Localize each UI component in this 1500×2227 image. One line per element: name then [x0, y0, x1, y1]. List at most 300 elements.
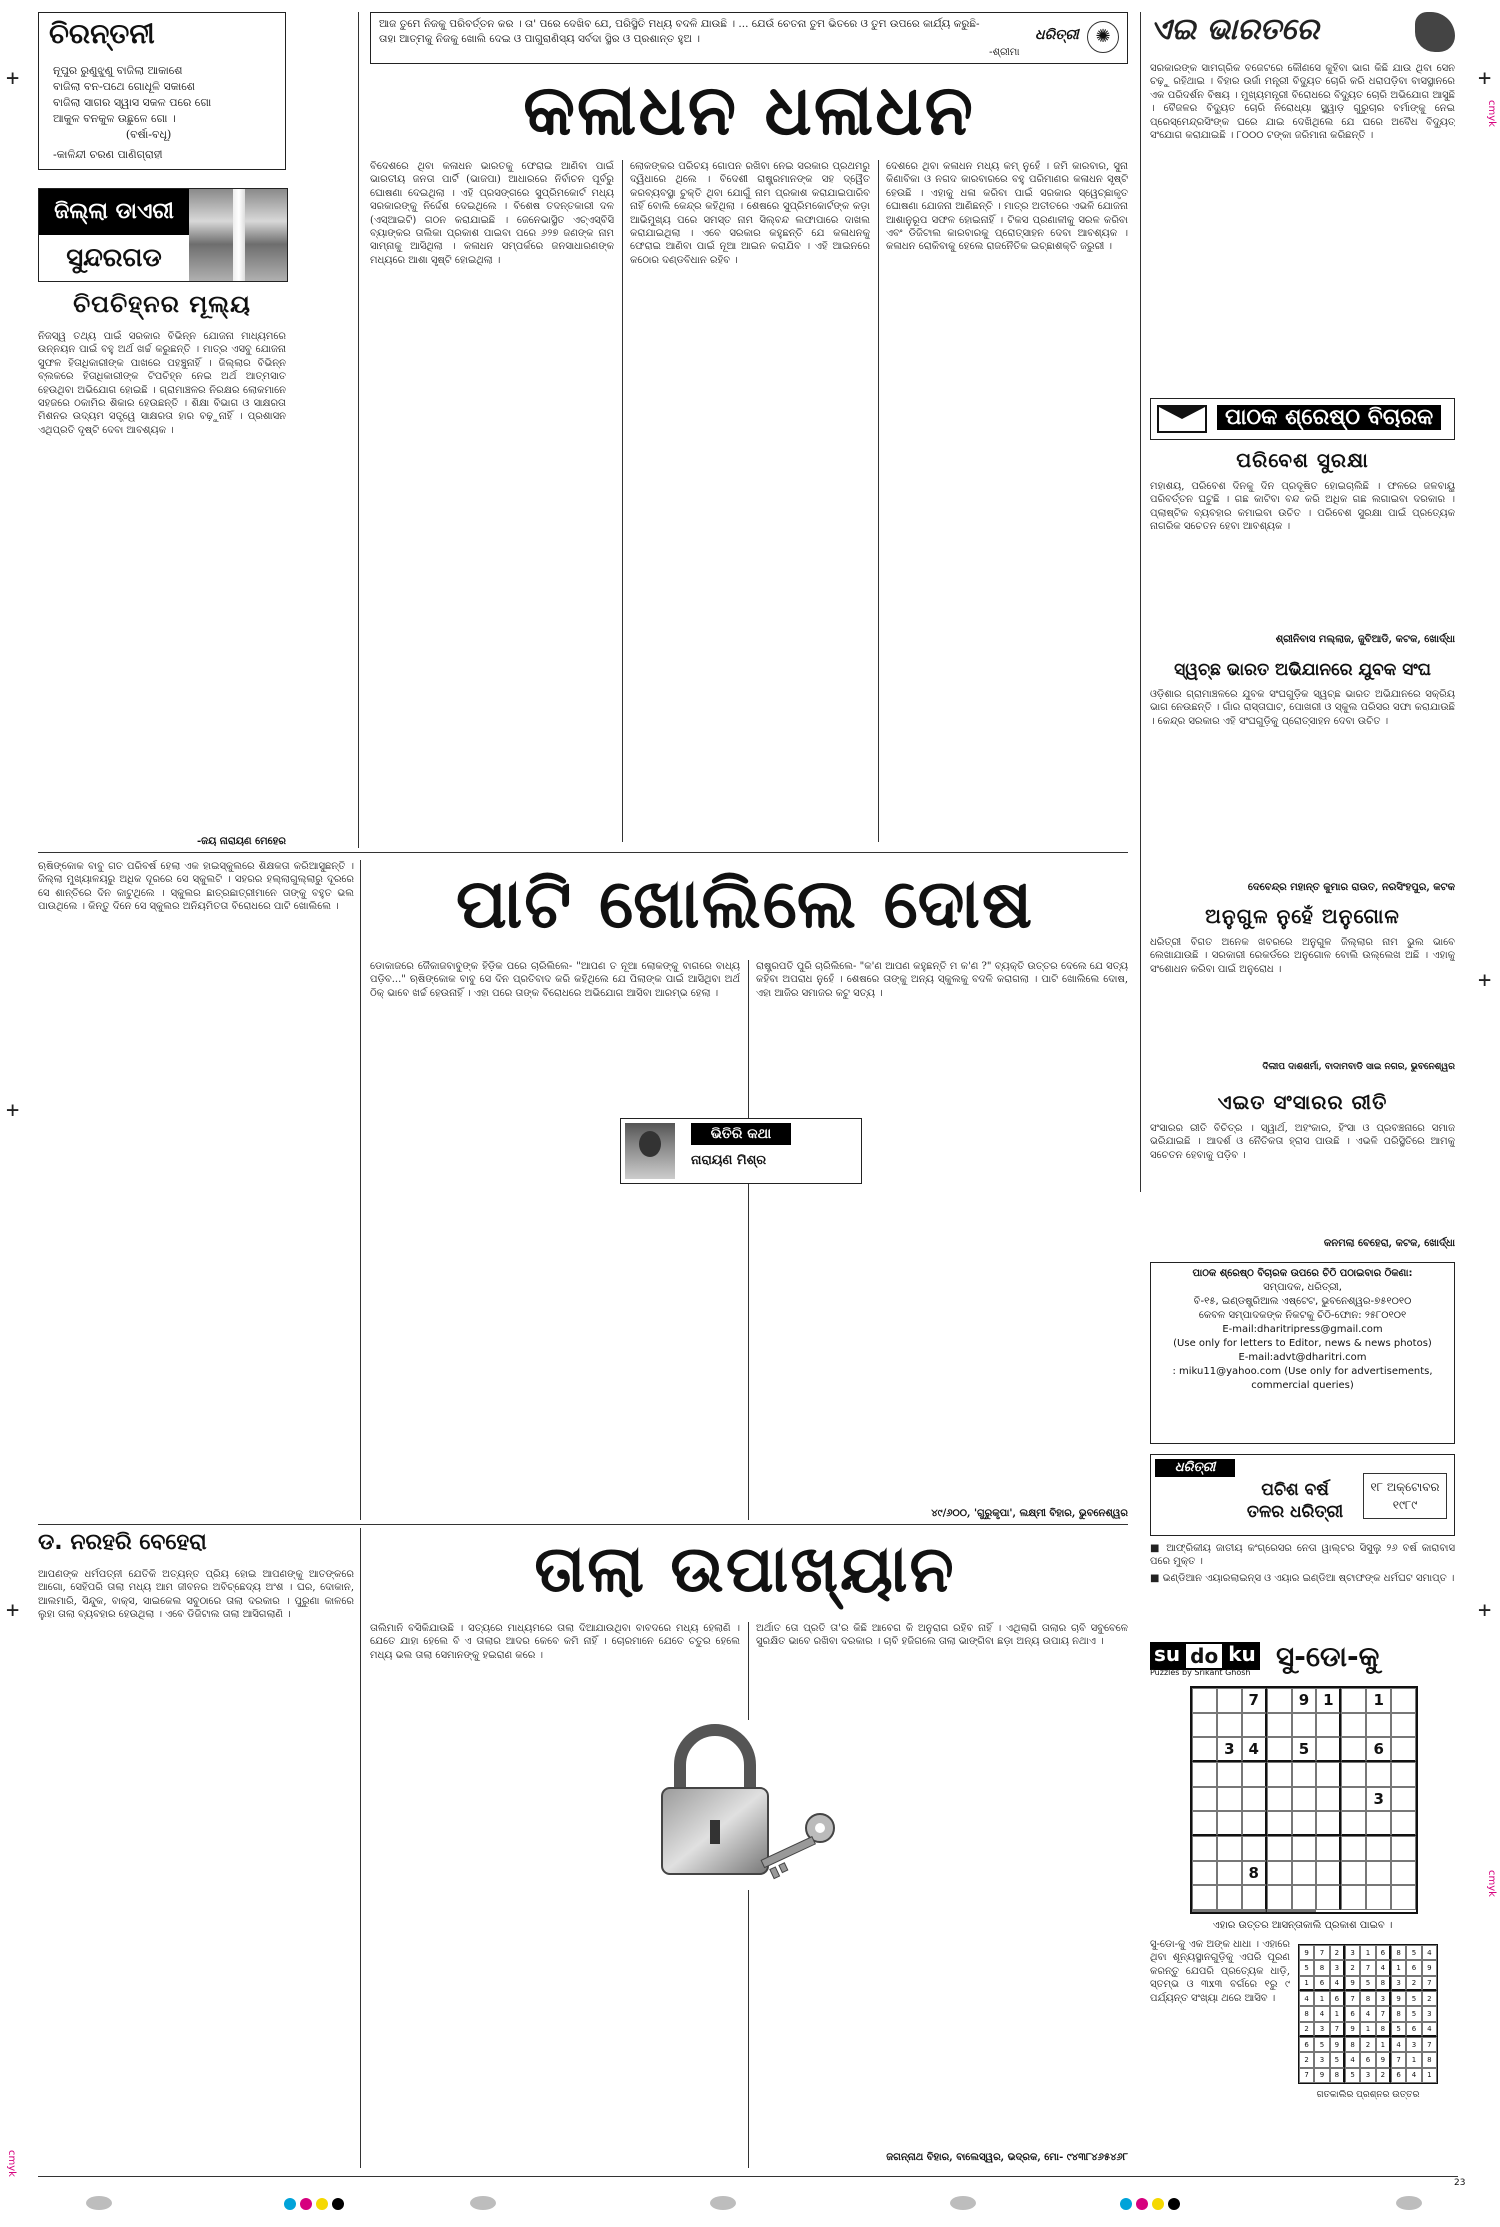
sudoku-answer-label: ଏହାର ଉତ୍ତର ଆସନ୍ତାକାଲି ପ୍ରକାଶ ପାଇବ । [1212, 1920, 1393, 1931]
poem-author: -କାଳିନ୍ଦୀ ଚରଣ ପାଣିଗ୍ରାହୀ [53, 148, 163, 161]
poem-source: (ବର୍ଷା-ବଧୂ) [125, 128, 172, 141]
district-diary-author: -ଜୟ ନାରାୟଣ ମେହେର [197, 836, 286, 847]
sudoku-cell[interactable] [1341, 1762, 1366, 1787]
registration-dot-magenta [300, 2198, 312, 2210]
sudoku-cell[interactable]: 6 [1366, 1737, 1391, 1762]
column-rule [748, 960, 749, 1520]
tala-text: ଅର୍ଥାତ ତୋ ପ୍ରତି ତା'ର କିଛି ଆବେଗ କି ଅନୁରାଗ ରହିବ ନାହିଁ । ଏଥିଲାଗି ତାଲାର ଚାବି ସବୁବେଳେ ସୁରକ୍ଷିତ ଭାବେ ରଖିବା ଦରକାର । ଚାବି ହଜିଗଲେ ତାଲା ଭାଙ୍ଗିବା ଛଡ଼ା ଅନ୍ୟ ଉପାୟ ନଥାଏ । [756, 1623, 1128, 1648]
sudoku-answer-cell: 5 [1406, 1991, 1421, 2006]
registration-mark [86, 2196, 112, 2210]
sudoku-title-en: ku [1224, 1642, 1260, 1670]
sudoku-answer-cell: 7 [1376, 2006, 1391, 2021]
sudoku-cell[interactable] [1217, 1811, 1242, 1836]
sudoku-answer-cell: 6 [1330, 1991, 1345, 2006]
sudoku-cell[interactable] [1391, 1836, 1416, 1861]
sudoku-cell[interactable]: 3 [1366, 1787, 1391, 1812]
cmyk-label: cmyk [6, 2150, 17, 2177]
sudoku-cell[interactable] [1292, 1836, 1317, 1861]
sudoku-answer-cell: 3 [1330, 1960, 1345, 1975]
sudoku-cell[interactable] [1341, 1861, 1366, 1886]
cmyk-label: cmyk [1486, 100, 1497, 127]
sudoku-cell[interactable] [1391, 1885, 1416, 1910]
reader-letter-author: କନମଲା ବେହେରା, କଟକ, ଖୋର୍ଦ୍ଧା [1323, 1238, 1455, 1249]
chirantani-title: ଚିରନ୍ତନୀ [49, 17, 155, 50]
kaladhan-text: ବିଦେଶରେ ଥିବା କଳାଧନ ଭାରତକୁ ଫେରାଇ ଆଣିବା ପାଇଁ ଭାରତୀୟ ଜନତା ପାର୍ଟି (ଭାଜପା) ଆଧାରରେ ନିର୍ବାଚନ ପୂର୍ବରୁ ଘୋଷଣା ଦେଇଥିଲା । ଏହି ପ୍ରସଙ୍ଗରେ ସୁପ୍ରିମକୋର୍ଟ ମଧ୍ୟ ସରକାରଙ୍କୁ ନିର୍ଦ୍ଦେଶ ଦେଇଥିଲେ । ବିଶେଷ ତଦନ୍ତକାରୀ ଦଳ (ଏସ୍ଆଇଟି) ଗଠନ କରାଯାଇଛି । ଜେନେଭାସ୍ଥିତ ଏଚ୍ଏସ୍ବିସି ବ୍ୟାଙ୍କର ତାଲିକା ପ୍ରକାଶ ପାଇବା ପରେ ୬୨୭ ଜଣଙ୍କ ନାମ ସାମ୍ନାକୁ ଆସିଥିଲା । କଳାଧନ ସମ୍ପର୍କରେ ଜନସାଧାରଣଙ୍କ ମଧ୍ୟରେ ଆଶା ସୃଷ୍ଟି ହୋଇଥିଲା । [370, 161, 614, 266]
sudoku-answer-cell: 3 [1314, 2022, 1329, 2037]
sudoku-answer-cell: 1 [1376, 2037, 1391, 2052]
poem-line: ଆକୁଳ ବନକୁଳ ଉଛୁଳେ ଗୋ । [53, 112, 176, 125]
sudoku-cell[interactable] [1366, 1861, 1391, 1886]
sudoku-cell[interactable] [1192, 1836, 1217, 1861]
sudoku-cell[interactable] [1292, 1811, 1317, 1836]
page-number: 23 [1454, 2178, 1466, 2188]
registration-dot-magenta [1136, 2198, 1148, 2210]
registration-dot-yellow [1152, 2198, 1164, 2210]
registration-dot-yellow [316, 2198, 328, 2210]
sudoku-cell[interactable] [1366, 1713, 1391, 1738]
sudoku-cell[interactable] [1242, 1910, 1267, 1912]
sudoku-cell[interactable] [1267, 1836, 1292, 1861]
sudoku-cell[interactable] [1267, 1737, 1292, 1762]
sudoku-cell[interactable]: 1 [1366, 1688, 1391, 1713]
waterfall-photo [189, 189, 287, 281]
sudoku-cell[interactable] [1217, 1861, 1242, 1886]
byline-label: ଭିତିରି କଥା [691, 1123, 791, 1145]
sudoku-cell[interactable] [1341, 1885, 1366, 1910]
tala-text: ତାଲିମାନି ବସିକିଯାଉଛି । ସତ୍ୟରେ ମାଧ୍ୟମରେ ତାଲା ଦିଆଯାଉଥିବା ବାବଦରେ ମଧ୍ୟ ହେଲାଣି । ଯେତେ ଯାହା ହେଲେ ବି ଏ ତାଲାର ଆଦର କେବେ କମି ନାହିଁ । ଚୋରମାନେ ଯେତେ ଚତୁର ହେଲେ ମଧ୍ୟ ଭଲ ତାଲା ସେମାନଙ୍କୁ ହଇରାଣ କରେ । [370, 1623, 740, 1661]
byline-name: ନାରାୟଣ ମିଶ୍ର [691, 1153, 767, 1168]
sudoku-cell[interactable] [1341, 1787, 1366, 1812]
registration-mark [710, 2196, 736, 2210]
sudoku-answer-cell: 6 [1391, 2068, 1406, 2083]
email-line[interactable]: : miku11@yahoo.com (Use only for advertisements, commercial queries) [1172, 1366, 1433, 1391]
sudoku-answer-cell: 9 [1330, 2037, 1345, 2052]
sudoku-grid[interactable] [1190, 1686, 1418, 1914]
sudoku-cell[interactable] [1341, 1811, 1366, 1836]
sudoku-header [1150, 1642, 1455, 1680]
sudoku-cell[interactable]: 7 [1242, 1688, 1267, 1713]
sudoku-answer-cell: 5 [1299, 1960, 1314, 1975]
sudoku-cell[interactable] [1391, 1713, 1416, 1738]
sudoku-cell[interactable] [1341, 1688, 1366, 1713]
crop-mark: + [6, 66, 20, 91]
sudoku-cell[interactable] [1316, 1713, 1341, 1738]
sudoku-answer-cell: 3 [1345, 1945, 1360, 1960]
sudoku-answer-cell: 4 [1376, 1960, 1391, 1975]
sudoku-answer-cell: 6 [1345, 2006, 1360, 2021]
sudoku-cell[interactable] [1292, 1787, 1317, 1812]
sudoku-answer-cell: 2 [1345, 1960, 1360, 1975]
column-rule [1140, 12, 1141, 1192]
sudoku-cell[interactable] [1217, 1688, 1242, 1713]
address-box [1150, 1262, 1455, 1444]
dharitri-25-items [1150, 1542, 1455, 1634]
pati-col [756, 960, 1128, 1514]
sudoku-answer-cell: 1 [1314, 1991, 1329, 2006]
reader-letter-body [1150, 936, 1455, 1056]
sudoku-answer-cell: 3 [1360, 2068, 1375, 2083]
sudoku-cell[interactable] [1316, 1737, 1341, 1762]
tala-col [38, 1568, 354, 2168]
sudoku-cell[interactable] [1267, 1787, 1292, 1812]
sudoku-answer-cell: 4 [1391, 2037, 1406, 2052]
key-icon [761, 1814, 834, 1879]
sudoku-answer-cell: 8 [1376, 2022, 1391, 2037]
sudoku-title-en: su [1150, 1642, 1184, 1670]
sudoku-answer-cell: 9 [1314, 2068, 1329, 2083]
sudoku-cell[interactable] [1366, 1836, 1391, 1861]
section-rule [38, 852, 1128, 853]
sudoku-cell[interactable] [1217, 1787, 1242, 1812]
pati-text: ରାଷ୍ଟ୍ରପତି ପୁରି ଚାରିଲିଲେ- "କ'ଣ ଆପଣ କହୁଛନ୍ତି ମ କ'ଣ ?" ବ୍ୟକ୍ତି ଉତ୍ତର ଦେଲେ ଯେ ସତ୍ୟ କହିବା ଅପରାଧ ନୁହେଁ । ଶେଷରେ ତାଙ୍କୁ ଅନ୍ୟ ସ୍କୁଲକୁ ବଦଳି କରାଗଲା । ପାଟି ଖୋଲିଲେ ଦୋଷ, ଏହା ଆଜିର ସମାଜର କଟୁ ସତ୍ୟ । [756, 961, 1128, 999]
sudoku-answer-cell: 7 [1330, 2022, 1345, 2037]
kaladhan-text: ଦେଶରେ ଥିବା କଳାଧନ ମଧ୍ୟ କମ୍ ନୁହେଁ । ଜମି କାରବାର, ସୁନା କିଣାବିକା ଓ ନଗଦ କାରବାରରେ ବହୁ ପରିମାଣର କଳାଧନ ସୃଷ୍ଟି ହେଉଛି । ଏହାକୁ ଧଳା କରିବା ପାଇଁ ସରକାର ସ୍ୱେଚ୍ଛାକୃତ ଘୋଷଣା ଯୋଜନା ଆଣିଛନ୍ତି । ମାତ୍ର ଅତୀତରେ ଏଭଳି ଯୋଜନା ଆଶାନୁରୂପ ସଫଳ ହୋଇନାହିଁ । ଟିକସ ପ୍ରଣାଳୀକୁ ସରଳ କରିବା ଏବଂ ଡିଜିଟାଲ କାରବାରକୁ ପ୍ରୋତ୍ସାହନ ଦେବା ଆବଶ୍ୟକ । କଳାଧନ ରୋକିବାକୁ ହେଲେ ରାଜନୈତିକ ଇଚ୍ଛାଶକ୍ତି ଜରୁରୀ । [886, 161, 1128, 253]
sudoku-answer-cell: 5 [1330, 2052, 1345, 2067]
column-rule [360, 1528, 361, 2168]
crop-mark: + [6, 1598, 20, 1623]
sudoku-cell[interactable] [1316, 1836, 1341, 1861]
sudoku-cell[interactable] [1366, 1885, 1391, 1910]
address-line: ସମ୍ପାଦକ, ଧରିତ୍ରୀ, [1263, 1282, 1342, 1293]
sudoku-answer-cell: 5 [1314, 2037, 1329, 2052]
pati-col [38, 860, 354, 1514]
padlock-illustration [640, 1720, 850, 1890]
sudoku-yesterday-label: ଗତକାଲିର ପ୍ରଶ୍ନର ଉତ୍ତର [1316, 2090, 1420, 2100]
sudoku-cell[interactable] [1292, 1910, 1317, 1912]
sudoku-cell[interactable]: 8 [1242, 1861, 1267, 1886]
sudoku-cell[interactable] [1292, 1762, 1317, 1787]
sudoku-answer-cell: 6 [1299, 2037, 1314, 2052]
column-rule [878, 160, 879, 842]
sudoku-answer-cell: 8 [1422, 2052, 1437, 2067]
sudoku-answer-cell: 6 [1406, 1960, 1421, 1975]
district-diary-label: ଜିଲ୍ଲା ଡାଏରୀ [39, 189, 189, 235]
sudoku-cell[interactable] [1217, 1885, 1242, 1910]
district-diary-banner [38, 188, 288, 282]
sudoku-cell[interactable] [1192, 1861, 1217, 1886]
chirantani-box [38, 12, 286, 170]
crop-mark: + [1478, 1598, 1492, 1623]
cmyk-label: cmyk [1486, 1870, 1497, 1897]
sudoku-cell[interactable] [1242, 1762, 1267, 1787]
sudoku-answer-cell: 2 [1299, 2052, 1314, 2067]
dharitri-25-brand: ଧରିତ୍ରୀ [1155, 1459, 1235, 1477]
sudoku-answer-cell: 8 [1345, 2037, 1360, 2052]
reader-letter-text: ସଂସାରର ରୀତି ବିଚିତ୍ର । ସ୍ୱାର୍ଥ, ଅହଂକାର, ହିଂସା ଓ ପ୍ରବଞ୍ଚନାରେ ସମାଜ ଭରିଯାଇଛି । ଆଦର୍ଶ ଓ ନୈତିକତା ହ୍ରାସ ପାଉଛି । ଏଭଳି ପରିସ୍ଥିତିରେ ଆମକୁ ସଚେତନ ହେବାକୁ ପଡ଼ିବ । [1150, 1123, 1455, 1161]
sudoku-answer-cell: 2 [1406, 1976, 1421, 1991]
column-rule [358, 12, 359, 848]
sudoku-answer-cell: 4 [1299, 1991, 1314, 2006]
pati-text: ଡୋକାଜରେ ଜୈକାଜବାବୁଙ୍କ ହିଡ଼ିକ ପରେ ଚାରିଲିଲେ- "ଆପଣ ତ ନୂଆ ଲୋକଙ୍କୁ ବାଗରେ ବାଧ୍ୟ ପଡ଼ିବ..." ଋଷିଙ୍କୋକ ବାବୁ ସେ ଦିନ ପ୍ରତିବାଦ କରି କହିଥିଲେ ଯେ ପିଲାଙ୍କ ପାଇଁ ଆସିଥିବା ଅର୍ଥ ଠିକ୍ ଭାବେ ଖର୍ଚ୍ଚ ହେଉନାହିଁ । ଏହା ପରେ ତାଙ୍କ ବିରୋଧରେ ଅଭିଯୋଗ ଆସିବା ଆରମ୍ଭ ହେଲା । [370, 961, 740, 999]
sudoku-cell[interactable] [1267, 1910, 1292, 1912]
dharitri-25-item: ■ ଆଫ୍ରିକୀୟ ଜାତୀୟ କଂଗ୍ରେସର ନେତା ୱାଲ୍ଟର ସିସୁଲୁ ୨୬ ବର୍ଷ କାରାବାସ ପରେ ମୁକ୍ତ । [1150, 1543, 1455, 1568]
reader-letter-body [1150, 1122, 1455, 1232]
dharitri-25-date: ୧୮ ଅକ୍ଟୋବର ୧୯୮୯ [1363, 1473, 1447, 1519]
sudoku-cell[interactable] [1267, 1811, 1292, 1836]
sudoku-instructions-text: ସୁ-ଡୋ-କୁ ଏକ ଅଙ୍କ ଧାଧା । ଏହାରେ ଥିବା ଶୂନ୍ୟସ୍ଥାନଗୁଡ଼ିକୁ ଏପରି ପୂରଣ କରନ୍ତୁ ଯେପରି ପ୍ରତ୍ୟେକ ଧାଡ଼ି, ସ୍ତମ୍ଭ ଓ ୩x୩ ବର୍ଗରେ ୧ରୁ ୯ ପର୍ଯ୍ୟନ୍ତ ସଂଖ୍ୟା ଥରେ ଆସିବ । [1150, 1939, 1290, 2004]
poem-line: ବାଜିଲା ବନ-ପଥେ ଗୋଧୂଳି ସକାଶେ [53, 80, 195, 93]
quote-author: -ଶ୍ରୀମା [989, 47, 1020, 58]
reader-letter-author: ଶ୍ରୀନିବାସ ମଲ୍ଲାଜ, ଜୁବିଆଡି, କଟକ, ଖୋର୍ଦ୍ଧା [1275, 634, 1455, 645]
sudoku-cell[interactable] [1192, 1787, 1217, 1812]
sudoku-answer-cell: 6 [1314, 1976, 1329, 1991]
sudoku-cell[interactable]: 9 [1292, 1688, 1317, 1713]
kaladhan-text: ଲୋକଙ୍କର ପରିଚୟ ଗୋପନ ରଖିବା ନେଇ ସରକାର ପ୍ରଥମରୁ ଦ୍ୱିଧାରେ ଥିଲେ । ବିଦେଶୀ ରାଷ୍ଟ୍ରମାନଙ୍କ ସହ ଦ୍ୱୈତ କରବ୍ୟବସ୍ଥା ଚୁକ୍ତି ଥିବା ଯୋଗୁଁ ନାମ ପ୍ରକାଶ କରାଯାଇପାରିବ ନାହିଁ ବୋଲି କେନ୍ଦ୍ର କହିଥିଲା । ଶେଷରେ ସୁପ୍ରିମକୋର୍ଟଙ୍କ କଡ଼ା ଆଭିମୁଖ୍ୟ ପରେ ସମସ୍ତ ନାମ ସିଲ୍ବନ୍ଦ ଲଫାପାରେ ଦାଖଲ କରାଯାଇଥିଲା । ଏବେ ସରକାର କହୁଛନ୍ତି ଯେ କଳାଧନକୁ ଫେରାଇ ଆଣିବା ପାଇଁ ନୂଆ ଆଇନ କରାଯିବ । ଏହି ଆଇନରେ କଠୋର ଦଣ୍ଡବିଧାନ ରହିବ । [630, 161, 870, 266]
sudoku-cell[interactable] [1267, 1713, 1292, 1738]
sudoku-answer-cell: 2 [1330, 1945, 1345, 1960]
poem-line: ନୂପୁର ରୁଣୁଝୁଣୁ ବାଜିଲା ଆକାଶେ [53, 64, 183, 77]
reader-letter-author: ଦିଲୀପ ଦାଶଶର୍ମା, ବାଦାମବାଡି ସାଇ ନଗର, ଭୁବନେଶ୍ୱର [1262, 1062, 1455, 1072]
sudoku-answer-cell: 5 [1391, 2022, 1406, 2037]
sudoku-answer-grid [1298, 1944, 1438, 2084]
district-name: ସୁନ୍ଦରଗଡ [66, 243, 162, 273]
sudoku-answer-cell: 7 [1391, 2052, 1406, 2067]
sudoku-answer-cell: 9 [1376, 2052, 1391, 2067]
sudoku-cell[interactable] [1391, 1688, 1416, 1713]
sudoku-cell[interactable] [1267, 1762, 1292, 1787]
email-line[interactable]: E-mail:advt@dharitri.com [1238, 1352, 1367, 1363]
sudoku-cell[interactable]: 5 [1292, 1737, 1317, 1762]
sudoku-cell[interactable] [1341, 1836, 1366, 1861]
sudoku-cell[interactable] [1242, 1811, 1267, 1836]
reader-letter-headline: ପରିବେଶ ସୁରକ୍ଷା [1236, 448, 1369, 472]
registration-mark [1396, 2196, 1422, 2210]
sudoku-cell[interactable] [1217, 1836, 1242, 1861]
registration-mark [950, 2196, 976, 2210]
sudoku-answer-cell: 4 [1406, 2068, 1421, 2083]
sudoku-answer-cell: 5 [1345, 2068, 1360, 2083]
sudoku-answer-cell: 1 [1299, 1976, 1314, 1991]
sudoku-answer-cell: 7 [1299, 2068, 1314, 2083]
poem-line: ବାଜିଲା ସାଗର ସ୍ୱାସ ସକଳ ପରେ ଗୋ [53, 96, 212, 109]
column-rule [622, 160, 623, 842]
sudoku-answer-cell: 6 [1360, 2052, 1375, 2067]
address-line: କେବଳ ସମ୍ପାଦକଙ୍କ ନିକଟକୁ ଚିଠି-ଫୋନ: ୨୫୮୦୧୦୧ [1198, 1310, 1407, 1321]
sudoku-answer-cell: 8 [1391, 1945, 1406, 1960]
sudoku-answer-cell: 1 [1391, 1960, 1406, 1975]
sudoku-cell[interactable] [1292, 1861, 1317, 1886]
envelope-icon [1157, 405, 1207, 433]
sudoku-answer-cell: 1 [1330, 2006, 1345, 2021]
sudoku-cell[interactable]: 4 [1242, 1737, 1267, 1762]
sudoku-answer-cell: 9 [1345, 1976, 1360, 1991]
sudoku-answer-cell: 3 [1391, 1976, 1406, 1991]
crop-mark: + [1478, 968, 1492, 993]
sudoku-answer-cell: 8 [1360, 1991, 1375, 2006]
sudoku-cell[interactable] [1391, 1811, 1416, 1836]
sudoku-cell[interactable] [1391, 1737, 1416, 1762]
registration-dot-cyan [1120, 2198, 1132, 2210]
sudoku-answer-cell: 8 [1314, 1960, 1329, 1975]
pati-col [370, 960, 740, 1514]
ebharat-title: ଏଇ ଭାରତରେ [1150, 12, 1319, 47]
sudoku-answer-cell: 9 [1422, 1960, 1437, 1975]
byline-box [620, 1118, 862, 1184]
tala-text: ଆପଣଙ୍କ ଧର୍ମପତ୍ନୀ ଯେତିକି ଅତ୍ୟନ୍ତ ପ୍ରିୟ ହୋଇ ଆପଣଙ୍କୁ ଆତଙ୍କରେ ଆଗୋ, ସେହିପରି ତାଲା ମଧ୍ୟ ଆମ ଜୀବନର ଅବିଚ୍ଛେଦ୍ୟ ଅଂଶ । ଘର, ଦୋକାନ, ଆଲମାରି, ସିନ୍ଦୁକ, ବାକ୍ସ, ସାଇକେଲ ସବୁଠାରେ ତାଲା ଦରକାର । ପୁରୁଣା କାଳରେ ଲୁହା ତାଲା ବ୍ୟବହାର ହେଉଥିଲା । ଏବେ ଡିଜିଟାଲ ତାଲା ଆସିଗଲାଣି । [38, 1569, 354, 1621]
sudoku-answer-cell: 4 [1422, 2022, 1437, 2037]
sudoku-answer-cell: 8 [1299, 2006, 1314, 2021]
tala-col [370, 1622, 740, 2168]
sudoku-cell[interactable] [1366, 1762, 1391, 1787]
sudoku-answer-cell: 7 [1422, 2037, 1437, 2052]
sudoku-cell[interactable]: 3 [1217, 1737, 1242, 1762]
tala-address: ଜଗନ୍ନାଥ ବିହାର, ବାଲେସ୍ୱର, ଭଦ୍ରକ, ମୋ- ୯୪୩୮୪୬୫୪୬୮ [886, 2152, 1128, 2163]
sudoku-cell[interactable]: 1 [1316, 1688, 1341, 1713]
email-line[interactable]: E-mail:dharitripress@gmail.com [1222, 1324, 1383, 1335]
sudoku-answer-cell: 9 [1345, 2022, 1360, 2037]
sudoku-answer-cell: 3 [1406, 2037, 1421, 2052]
sudoku-answer-cell: 3 [1314, 2052, 1329, 2067]
registration-dot-black [1168, 2198, 1180, 2210]
sudoku-answer-cell: 4 [1345, 2052, 1360, 2067]
column-rule [360, 860, 361, 1520]
sudoku-answer-cell: 5 [1406, 2006, 1421, 2021]
sudoku-cell[interactable] [1192, 1762, 1217, 1787]
footer-rule [38, 2176, 1458, 2177]
dharitri-25-item-text: ଆଫ୍ରିକୀୟ ଜାତୀୟ କଂଗ୍ରେସର ନେତା ୱାଲ୍ଟର ସିସୁଲୁ ୨୬ ବର୍ଷ କାରାବାସ ପରେ ମୁକ୍ତ । [1150, 1543, 1455, 1568]
kaladhan-headline: କଳାଧନ ଧଳାଧନ [523, 69, 975, 151]
sudoku-cell[interactable] [1267, 1861, 1292, 1886]
reader-letter-author: ଦେବେନ୍ଦ୍ର ମହାନ୍ତ କୁମାର ରାଉତ, ନରସିଂହପୁର, କଟକ [1247, 882, 1455, 893]
pati-kholile-headline: ପାଟି ଖୋଲିଲେ ଦୋଷ [455, 865, 1035, 944]
sudoku-answer-cell: 1 [1406, 2052, 1421, 2067]
email-note: (Use only for letters to Editor, news & news photos) [1173, 1338, 1432, 1349]
reader-letter-text: ଧରିତ୍ରୀ ବିଗତ ଅନେକ ଖବରରେ ଅନୁଗୁଳ ଜିଲ୍ଲାର ନାମ ଭୁଲ ଭାବେ ଲେଖାଯାଉଛି । ସରକାରୀ ରେକର୍ଡରେ ଅନୁଗୋଳ ବୋଲି ଉଲ୍ଲେଖ ଅଛି । ଏହାକୁ ସଂଶୋଧନ କରିବା ପାଇଁ ଅନୁରୋଧ । [1150, 937, 1455, 975]
reader-letter-body [1150, 688, 1455, 878]
kaladhan-col [630, 160, 870, 842]
ebharat-header [1150, 12, 1455, 56]
reader-award-title: ପାଠକ ଶ୍ରେଷ୍ଠ ବିଚାରକ [1217, 405, 1441, 430]
dharitri-25-item: ■ ଭଣ୍ଡିଆନ ଏୟାରଲାଇନ୍ସ ଓ ଏୟାର ଇଣ୍ଡିଆ ଷ୍ଟାଫଙ୍କ ଧର୍ମଘଟ ସମାପ୍ତ । [1150, 1572, 1455, 1584]
sudoku-answer-cell: 4 [1330, 1976, 1345, 1991]
sudoku-answer-cell: 1 [1422, 2068, 1437, 2083]
sudoku-cell[interactable] [1242, 1836, 1267, 1861]
sudoku-cell[interactable] [1192, 1910, 1217, 1912]
sudoku-answer-cell: 5 [1406, 1945, 1421, 1960]
reader-letter-body [1150, 480, 1455, 630]
sudoku-cell[interactable] [1242, 1885, 1267, 1910]
address-intro: ପାଠକ ଶ୍ରେଷ୍ଠ ବିଚାରକ ଉପରେ ଚିଠି ପଠାଇବାର ଠିକଣା: [1192, 1268, 1413, 1279]
sun-emblem-icon: ✺ [1087, 21, 1119, 53]
reader-letter-headline: ଅନୁଗୁଳ ନୁହେଁ ଅନୁଗୋଳ [1205, 904, 1400, 928]
sudoku-cell[interactable] [1192, 1713, 1217, 1738]
sudoku-cell[interactable] [1341, 1713, 1366, 1738]
pati-address: ୪୯/୬୦୦, 'ଗୁରୁକୃପା', ଲକ୍ଷ୍ମୀ ବିହାର, ଭୁବନେଶ୍ୱର [931, 1508, 1128, 1519]
ebharat-text: ସରକାରଙ୍କ ସାମଗ୍ରିକ ବଜେଟରେ କୌଣସେ କୁହିବା ଭାଗ କିଛି ଯାଉ ଥିବା ସେନ ଚଢ଼ୁ ରହିଥାଇ । ବିହାର ଉର୍ଜା ମନ୍ତ୍ରୀ ବିଦ୍ୟୁତ ଚୋରି କରି ଧରାପଡ଼ିବା ବାସସ୍ଥାନରେ ଏକ ପରିଦର୍ଶନ ବିଷୟ । ମୁଖ୍ୟମନ୍ତ୍ରୀ ବିରୋଧରେ ବିଦ୍ୟୁତ ଚୋରି ଅଭିଯୋଗ ଆସୁଛି । ବୈଜଳର ବିଦ୍ୟୁତ ଚୋରି ନିରୋଧ୍ୟା ସ୍କ୍ୱାଡ଼ ଗୁରୁଚାର ବର୍ମାଙ୍କୁ ନେଇ ପ୍ରେସ୍ମେନ୍ଦ୍ରସିଂଙ୍କ ଘରେ ଯାଇ ଦେଖିଥିଲେ ଯେ ଘରେ ଅବୈଧ ବିଦ୍ୟୁତ୍ ସଂଯୋଗ କରାଯାଇଛି । ୮୦୦୦ ଟଙ୍କା ଜରିମାନା କରିଛନ୍ତି । [1150, 63, 1455, 142]
sudoku-cell[interactable] [1366, 1811, 1391, 1836]
sudoku-answer-cell: 6 [1376, 1945, 1391, 1960]
sudoku-cell[interactable] [1316, 1811, 1341, 1836]
sudoku-answer-cell: 3 [1422, 2006, 1437, 2021]
sudoku-title-en: do [1184, 1642, 1224, 1670]
sudoku-answer-cell: 4 [1360, 2006, 1375, 2021]
sudoku-answer-cell: 2 [1422, 1991, 1437, 2006]
district-diary-body [38, 330, 286, 830]
quote-box [370, 12, 1128, 64]
sudoku-instructions [1150, 1938, 1290, 2128]
registration-mark [470, 2196, 496, 2210]
dharitri-25-item-text: ଭଣ୍ଡିଆନ ଏୟାରଲାଇନ୍ସ ଓ ଏୟାର ଇଣ୍ଡିଆ ଷ୍ଟାଫଙ୍କ ଧର୍ମଘଟ ସମାପ୍ତ । [1162, 1572, 1455, 1584]
sudoku-answer-cell: 8 [1330, 2068, 1345, 2083]
sudoku-answer-cell: 9 [1299, 1945, 1314, 1960]
sudoku-cell[interactable] [1341, 1737, 1366, 1762]
sudoku-answer-cell: 1 [1360, 1945, 1375, 1960]
sudoku-cell[interactable] [1242, 1787, 1267, 1812]
sudoku-cell[interactable] [1217, 1713, 1242, 1738]
dharitri-25-title: ପଚିଶ ବର୍ଷ ତଳର ଧରିତ୍ରୀ [1246, 1480, 1344, 1522]
kaladhan-col [886, 160, 1128, 842]
sudoku-cell[interactable] [1391, 1787, 1416, 1812]
sudoku-cell[interactable] [1267, 1885, 1292, 1910]
sudoku-cell[interactable] [1316, 1861, 1341, 1886]
author-photo [625, 1123, 675, 1179]
sudoku-cell[interactable] [1292, 1885, 1317, 1910]
crop-mark: + [1478, 66, 1492, 91]
sudoku-cell[interactable] [1217, 1910, 1242, 1912]
sudoku-answer-cell: 8 [1376, 1976, 1391, 1991]
tala-author: ଡ. ନରହରି ବେହେରା [38, 1530, 207, 1555]
ebharat-body [1150, 62, 1455, 392]
sudoku-answer-cell: 2 [1299, 2022, 1314, 2037]
reader-letter-text: ମହାଶୟ, ପରିବେଶ ଦିନକୁ ଦିନ ପ୍ରଦୂଷିତ ହୋଇଚାଲିଛି । ଫଳରେ ଜଳବାୟୁ ପରିବର୍ତ୍ତନ ଘଟୁଛି । ଗଛ କାଟିବା ବନ୍ଦ କରି ଅଧିକ ଗଛ ଲଗାଇବା ଦରକାର । ପ୍ଲାଷ୍ଟିକ ବ୍ୟବହାର କମାଇବା ଉଚିତ । ପରିବେଶ ସୁରକ୍ଷା ପାଇଁ ପ୍ରତ୍ୟେକ ନାଗରିକ ସଚେତନ ହେବା ଆବଶ୍ୟକ । [1150, 481, 1455, 533]
quote-brand: ଧରିତ୍ରୀ [1035, 27, 1079, 43]
crop-mark: + [6, 1098, 20, 1123]
sudoku-cell[interactable] [1391, 1762, 1416, 1787]
sudoku-title-or: ସୁ-ଡୋ-କୁ [1276, 1640, 1380, 1673]
district-diary-headline: ଚିପଚିହ୍ନର ମୂଲ୍ୟ [73, 290, 251, 318]
reader-award-banner [1150, 398, 1455, 440]
sudoku-credit: Puzzles by Srikant Ghosh [1150, 1668, 1251, 1677]
sudoku-cell[interactable] [1391, 1861, 1416, 1886]
sudoku-cell[interactable] [1316, 1885, 1341, 1910]
reader-letter-headline: ଏଇତ ସଂସାରର ରୀତି [1217, 1090, 1388, 1114]
sudoku-cell[interactable] [1292, 1713, 1317, 1738]
pati-text: ଋଷିଙ୍କୋକ ବାବୁ ଗତ ପରିବର୍ଷ ହେଲା ଏକ ହାଇସ୍କୁଲରେ ଶିକ୍ଷକତା କରିଆସୁଛନ୍ତି । ଜିଲ୍ଲା ମୁଖ୍ୟାଳୟରୁ ଅଧିକ ଦୂରରେ ସେ ସ୍କୁଲଟି । ସହରର ହଲ୍ଲାଗୁଲ୍ଲାରୁ ଦୂରରେ ସେ ଶାନ୍ତିରେ ଦିନ କାଟୁଥିଲେ । ସ୍କୁଲର ଛାତ୍ରଛାତ୍ରୀମାନେ ତାଙ୍କୁ ବହୁତ ଭଲ ପାଉଥିଲେ । କିନ୍ତୁ ଦିନେ ସେ ସ୍କୁଲର ଅନିୟମିତତା ବିରୋଧରେ ପାଟି ଖୋଲିଲେ । [38, 861, 354, 913]
sudoku-answer-cell: 4 [1422, 1945, 1437, 1960]
sudoku-cell[interactable] [1242, 1713, 1267, 1738]
sudoku-answer-cell: 9 [1391, 1991, 1406, 2006]
sudoku-answer-cell: 7 [1422, 1976, 1437, 1991]
sudoku-cell[interactable] [1316, 1787, 1341, 1812]
kaladhan-col [370, 160, 614, 842]
sudoku-answer-cell: 4 [1314, 2006, 1329, 2021]
sudoku-answer-cell: 5 [1360, 1976, 1375, 1991]
sudoku-answer-cell: 2 [1376, 2068, 1391, 2083]
sudoku-cell[interactable] [1316, 1762, 1341, 1787]
tala-headline: ତାଲା ଉପାଖ୍ୟାନ [534, 1533, 956, 1607]
sudoku-cell[interactable] [1192, 1811, 1217, 1836]
address-line: ବି-୧୫, ଇଣ୍ଡଷ୍ଟ୍ରିଆଲ ଏଷ୍ଟେଟ, ଭୁବନେଶ୍ୱର-୭୫୧୦୧୦ [1193, 1296, 1412, 1307]
sudoku-cell[interactable] [1192, 1737, 1217, 1762]
sudoku-answer-cell: 3 [1376, 1991, 1391, 2006]
sudoku-cell[interactable] [1217, 1762, 1242, 1787]
quote-text: ଆଜ ତୁମେ ନିଜକୁ ପରିବର୍ତ୍ତନ କର । ତା' ପରେ ଦେଖିବ ଯେ, ପରିସ୍ଥିତି ମଧ୍ୟ ବଦଳି ଯାଉଛି । ... ଯେଉଁ ଚେତନା ତୁମ ଭିତରେ ଓ ତୁମ ଉପରେ କାର୍ଯ୍ୟ କରୁଛି- ତାହା ଆତ୍ମକୁ ନିଜକୁ ଖୋଲି ଦେଇ ଓ ପାଗୁରାଣିସ୍ୟ ସର୍ବଦା ସ୍ଥିର ଓ ପ୍ରଶାନ୍ତ ହୁଅ । [379, 18, 980, 45]
padlock-icon [640, 1720, 850, 1890]
sudoku-cell[interactable] [1192, 1688, 1217, 1713]
sudoku-answer-cell: 7 [1314, 1945, 1329, 1960]
sudoku-cell[interactable] [1267, 1688, 1292, 1713]
sudoku-answer-cell: 6 [1406, 2022, 1421, 2037]
sudoku-cell[interactable] [1192, 1885, 1217, 1910]
column-rule [748, 1622, 749, 2168]
reader-letter-text: ଓଡ଼ିଶାର ଗ୍ରାମାଞ୍ଚଳରେ ଯୁବକ ସଂଘଗୁଡ଼ିକ ସ୍ୱଚ୍ଛ ଭାରତ ଅଭିଯାନରେ ସକ୍ରିୟ ଭାଗ ନେଉଛନ୍ତି । ଗାଁର ରାସ୍ତାଘାଟ, ପୋଖରୀ ଓ ସ୍କୁଲ ପରିସର ସଫା କରାଯାଉଛି । କେନ୍ଦ୍ର ସରକାର ଏହି ସଂଘଗୁଡ଼ିକୁ ପ୍ରୋତ୍ସାହନ ଦେବା ଉଚିତ । [1150, 689, 1455, 727]
dharitri-25-box [1150, 1454, 1455, 1536]
reader-letter-headline: ସ୍ୱଚ୍ଛ ଭାରତ ଅଭିଯାନରେ ଯୁବକ ସଂଘ [1174, 660, 1431, 680]
sudoku-answer-cell: 8 [1391, 2006, 1406, 2021]
sudoku-answer-cell: 7 [1345, 1991, 1360, 2006]
registration-dot-cyan [284, 2198, 296, 2210]
sudoku-answer-cell: 7 [1360, 1960, 1375, 1975]
